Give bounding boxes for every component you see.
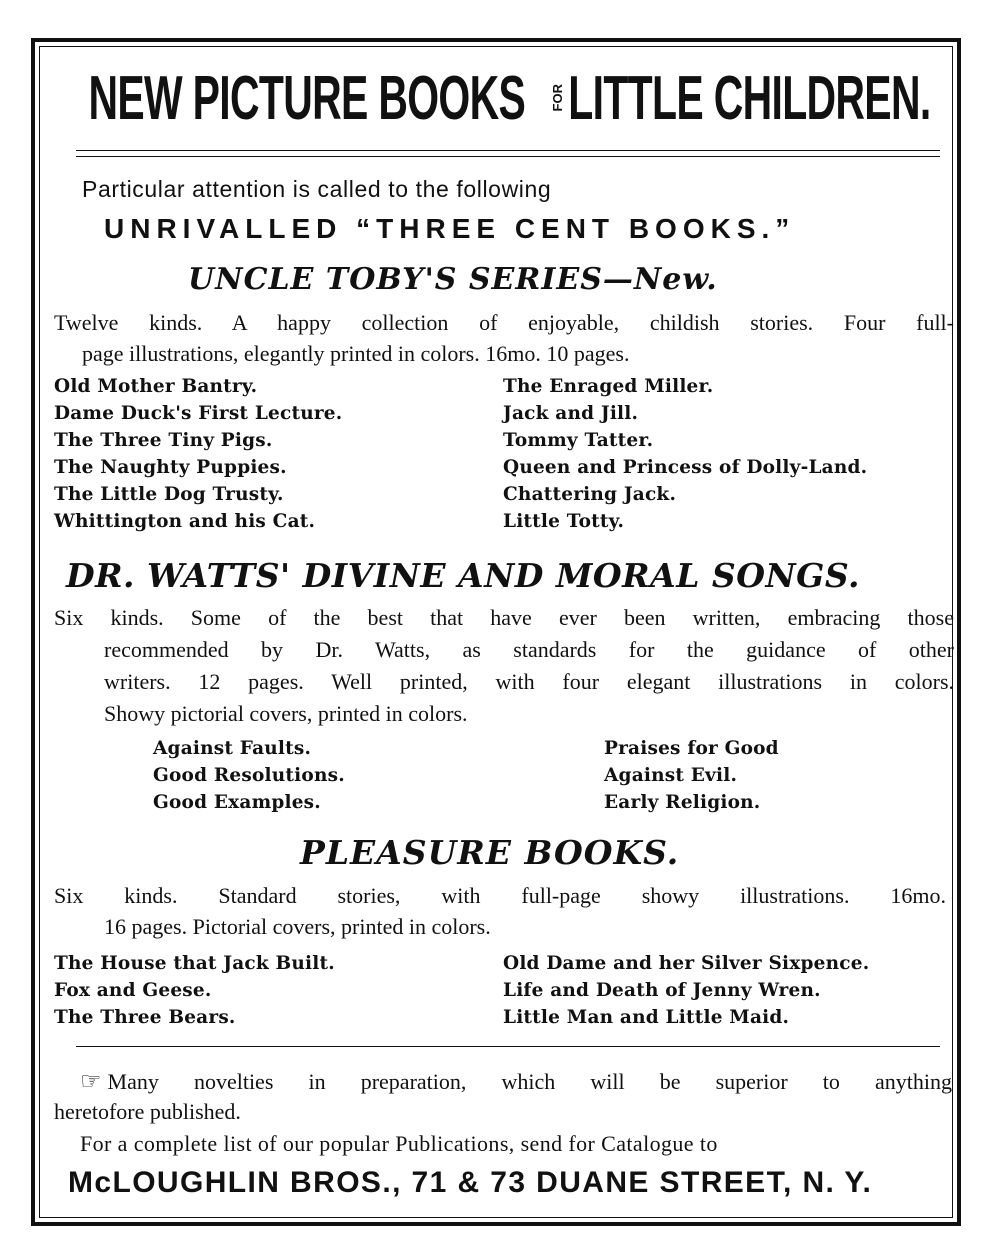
novelties-text: Many novelties in preparation, which will be superior to anything <box>107 1069 952 1094</box>
footer-rule <box>76 1046 940 1047</box>
publisher-address: McLOUGHLIN BROS., 71 & 73 DUANE STREET, N. Y. <box>68 1166 873 1199</box>
list-item: Fox and Geese. <box>54 980 212 1001</box>
pleasure-title: PLEASURE BOOKS. <box>300 833 680 872</box>
uncle-toby-desc-1: Twelve kinds. A happy collection of enjoyable, childish stories. Four full- <box>54 310 954 335</box>
list-item: The House that Jack Built. <box>54 953 335 974</box>
list-item: Praises for Good <box>604 738 779 759</box>
watts-title: DR. WATTS' DIVINE AND MORAL SONGS. <box>66 556 860 595</box>
list-item: Old Mother Bantry. <box>54 376 258 397</box>
list-item: Old Dame and her Silver Sixpence. <box>503 953 870 974</box>
list-item: Dame Duck's First Lecture. <box>54 403 343 424</box>
list-item: Against Evil. <box>604 765 738 786</box>
unrivalled-heading: UNRIVALLED “THREE CENT BOOKS.” <box>104 213 796 244</box>
headline-left: NEW PICTURE BOOKS <box>88 63 526 133</box>
list-item: Little Man and Little Maid. <box>503 1007 790 1028</box>
list-item: Early Religion. <box>604 792 761 813</box>
novelties-line-1 <box>80 1067 952 1096</box>
list-item: Tommy Tatter. <box>503 430 654 451</box>
list-item: Chattering Jack. <box>503 484 677 505</box>
pointing-hand-icon: ☞ <box>80 1069 102 1095</box>
uncle-toby-title: UNCLE TOBY'S SERIES—New. <box>188 262 718 297</box>
list-item: Life and Death of Jenny Wren. <box>503 980 821 1001</box>
watts-desc-2: recommended by Dr. Watts, as standards for the guidance of other <box>104 637 954 662</box>
uncle-toby-desc-2: page illustrations, elegantly printed in colors. 16mo. 10 pages. <box>82 341 630 366</box>
watts-desc-4: Showy pictorial covers, printed in colors. <box>104 701 468 726</box>
list-item: The Three Bears. <box>54 1007 236 1028</box>
list-item: Little Totty. <box>503 511 625 532</box>
list-item: Whittington and his Cat. <box>54 511 316 532</box>
list-item: Good Examples. <box>153 792 321 813</box>
list-item: Against Faults. <box>153 738 312 759</box>
pleasure-desc-2: 16 pages. Pictorial covers, printed in colors. <box>104 914 491 939</box>
pleasure-desc-1: Six kinds. Standard stories, with full-page showy illustrations. 16mo. <box>54 883 946 908</box>
headline-rule <box>76 150 940 157</box>
list-item: The Naughty Puppies. <box>54 457 287 478</box>
list-item: The Three Tiny Pigs. <box>54 430 273 451</box>
headline-right: LITTLE CHILDREN. <box>568 63 931 133</box>
catalogue-line: For a complete list of our popular Publications, send for Catalogue to <box>80 1131 718 1156</box>
headline-for: FOR <box>549 84 565 112</box>
list-item: The Little Dog Trusty. <box>54 484 284 505</box>
headline <box>48 56 952 140</box>
list-item: The Enraged Miller. <box>503 376 714 397</box>
list-item: Jack and Jill. <box>503 403 639 424</box>
intro-line: Particular attention is called to the following <box>82 176 552 202</box>
list-item: Queen and Princess of Dolly-Land. <box>503 457 868 478</box>
novelties-line-2: heretofore published. <box>54 1099 241 1124</box>
watts-desc-3: writers. 12 pages. Well printed, with four elegant illustrations in colors. <box>104 669 954 694</box>
watts-desc-1: Six kinds. Some of the best that have ever been written, embracing those <box>54 605 954 630</box>
list-item: Good Resolutions. <box>153 765 345 786</box>
